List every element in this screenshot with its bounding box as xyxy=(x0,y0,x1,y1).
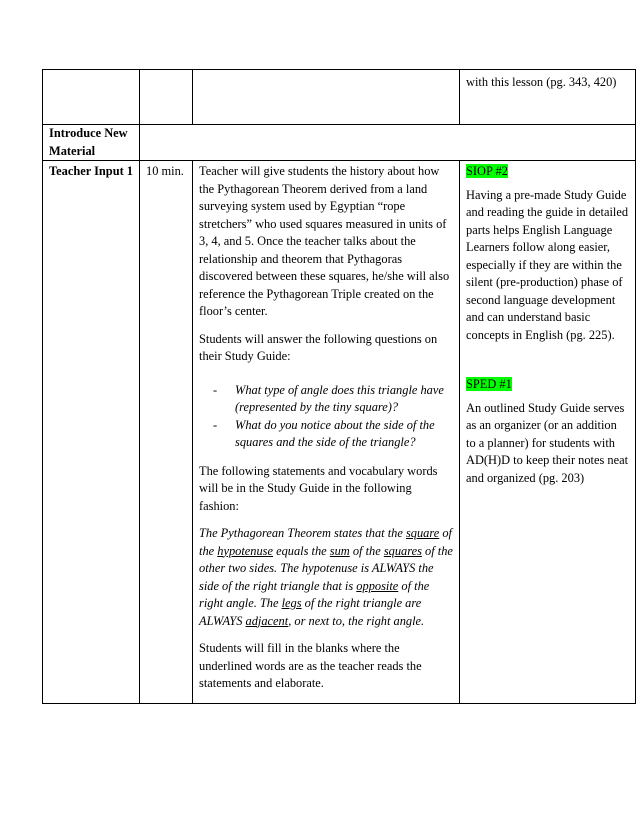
dash-bullet: - xyxy=(213,417,218,432)
blank-word: opposite xyxy=(356,578,399,593)
list-item: - What type of angle does this triangle have (represented by the tiny square)? xyxy=(213,382,444,414)
row-label: Teacher Input 1 xyxy=(43,161,140,704)
siop-badge: SIOP #2 xyxy=(466,164,508,178)
list-item: - What do you notice about the side of the squares and the side of the triangle? xyxy=(213,417,435,449)
table-row xyxy=(43,161,636,704)
table-cell xyxy=(43,70,140,125)
instructions-paragraph: Students will answer the following questions on their Study Guide: xyxy=(199,331,438,363)
cell-text: with this lesson (pg. 343, 420) xyxy=(466,75,617,89)
blank-word: sum xyxy=(329,543,350,558)
blank-word: hypotenuse xyxy=(217,543,273,558)
table-cell xyxy=(460,70,636,125)
theorem-statement: The Pythagorean Theorem states that the square of the hypotenuse equals the sum of the squares of the other two sides. The hypotenuse is ALWAYS the side of the right triangle that is opposite of the right angle. The legs of the right triangle are ALWAYS adjacent, or next to, the right angle. xyxy=(199,526,453,628)
dash-bullet: - xyxy=(213,382,218,397)
section-heading: Introduce New Material xyxy=(43,125,140,161)
history-paragraph: Teacher will give students the history about how the Pythagorean Theorem derived from a land surveying system used by Egyptian “rope stretchers” who used squares measured in units of 3, 4, and 5. Once the teacher talks about the relationship and theorem that Pythagoras discovered between these squares, he/she will also reference the Pythagorean Triple created on the floor’s center. xyxy=(199,164,450,318)
blank-word: adjacent xyxy=(245,613,289,628)
sped-text: An outlined Study Guide serves as an organizer (or an addition to a planner) for students with AD(H)D to keep their notes neat and organized (pg. 203) xyxy=(466,400,629,485)
table-cell xyxy=(140,125,636,161)
blank-word: square xyxy=(405,526,440,540)
siop-text: Having a pre-made Study Guide and reading the guide in detailed parts helps English Language Learners follow along easier, especially if they are within the silent (pre-production) phase of second language development and can understand basic concepts in English (pg. 225). xyxy=(466,187,629,342)
statements-intro: The following statements and vocabulary words will be in the Study Guide in the following fashion: xyxy=(199,463,438,513)
table-row xyxy=(43,125,636,161)
table-cell xyxy=(140,70,193,125)
time-cell: 10 min. xyxy=(140,161,193,704)
sped-badge: SPED #1 xyxy=(466,377,512,391)
blank-word: legs xyxy=(281,596,302,610)
table-row xyxy=(43,70,636,125)
activity-cell xyxy=(193,161,460,704)
table-cell xyxy=(193,70,460,125)
fill-blanks-paragraph: Students will fill in the blanks where the underlined words are as the teacher reads the statements and elaborate. xyxy=(199,641,422,690)
question-list xyxy=(199,382,453,452)
lesson-plan-table xyxy=(42,69,636,704)
blank-word: squares xyxy=(383,543,422,558)
accommodations-cell xyxy=(460,161,636,704)
